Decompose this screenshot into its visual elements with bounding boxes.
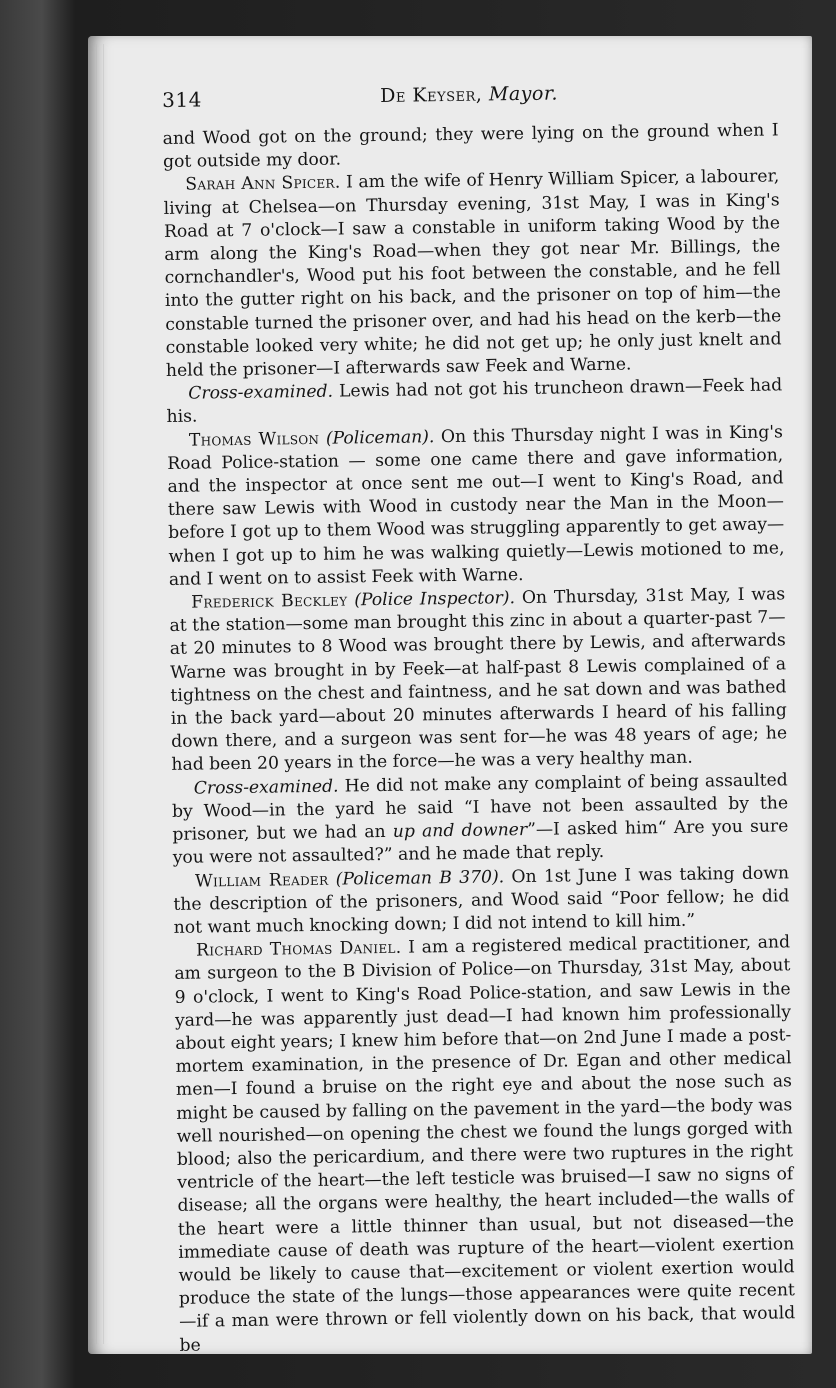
page-body	[163, 119, 796, 1357]
paragraph-text: and Wood got on the ground; they were lying on the ground when I got outside my door.	[162, 120, 779, 173]
paragraph-text: He did not make any complaint of being assaulted by Wood—in the yard he said “I have not been assaulted by the prisoner, but we had an	[171, 770, 789, 846]
witness-name: Thomas Wilson	[188, 428, 320, 451]
testimony-thomas-wilson	[167, 421, 785, 592]
italic-phrase: up and downer	[392, 820, 528, 842]
paragraph-text: On this Thursday night I was in King's Road Police-station — some one came there and gave information, and the inspector at once sent me out—I went to King's Road, and there saw Lewis with Wood in custody near the Man in the Moon—before I got up to them Wood was struggling apparently to get away—when I got up to him he was walking quietly—Lewis motioned to me, and I went on to assist Feek with Warne.	[167, 422, 785, 590]
page-number: 314	[162, 87, 203, 112]
witness-name: William Reader	[194, 869, 329, 892]
running-head-name: De Keyser,	[379, 83, 483, 107]
paragraph-text: On Thursday, 31st May, I was at the station—some man brought this zinc in about a quarter-past 7—at 20 minutes to 8 Wood was brought there by Lewis, and afterwards Warne was brought in by Feek—at half-past 8 Lewis complained of a tightness on the chest and faintness, and he sat down and was bathed in the back yard—about 20 minutes afterwards I heard of his falling down there, and a surgeon was sent for—he was 48 years of age; he had been 20 years in the force—he was a very healthy man.	[169, 584, 788, 776]
witness-role: (Policeman).	[325, 426, 435, 449]
witness-name: Sarah Ann Spicer.	[185, 172, 341, 196]
running-head-role: Mayor.	[488, 82, 559, 106]
page-edge	[96, 44, 104, 1344]
paragraph-text: ”—I asked him“ Are you sure you were not assaulted?” and he made that reply.	[172, 816, 789, 869]
testimony-frederick-beckley	[169, 583, 788, 777]
testimony-sarah-ann-spicer	[163, 166, 782, 383]
witness-name: Frederick Beckley	[191, 590, 348, 613]
testimony-william-reader	[173, 862, 790, 940]
witness-role: (Police Inspector).	[354, 588, 516, 611]
running-head	[380, 82, 558, 106]
cross-examined-label: Cross-examined.	[188, 381, 334, 404]
testimony-richard-thomas-daniel	[174, 931, 796, 1357]
paragraph-text: I am the wife of Henry William Spicer, a labourer, living at Chelsea—on Thursday evening, 31st May, I was in King's Road at 7 o'clock—I saw a constable in uniform taking Wood by the arm along the King's Road—when they got near Mr. Billings, the cornchandler's, Wood put his foot between the constable, and he fell into the gutter right on his back, and the prisoner on top of him—the constable turned the prisoner over, and had his head on the kerb—the constable looked very white; he did not get up; he only just knelt and held the prisoner—I afterwards saw Feek and Warne.	[163, 166, 782, 382]
paragraph-text: I am a registered medical practitioner, and am surgeon to the B Division of Police—on Thursday, 31st May, about 9 o'clock, I went to King's Road Police-station, and saw Lewis in the yard—he was apparently just dead—I had known him professionally about eight years; I knew him before that—on 2nd June I made a post-mortem examination, in the presence of Dr. Egan and other medical men—I found a bruise on the right eye and about the nose such as might be caused by falling on the pavement in the yard—the body was well nourished—on opening the chest we found the lungs gorged with blood; also the pericardium, and there were two ruptures in the right ventricle of the heart—the left testicle was bruised—I saw no signs of disease; all the organs were healthy, the heart included—the walls of the heart were a little thinner than usual, but not diseased—the immediate cause of death was rupture of the heart—violent exertion would be likely to cause that—excitement or violent exertion would produce the state of the lungs—those appearances were quite recent—if a man were thrown or fell violently down on his back, that would be	[174, 932, 796, 1356]
paragraph-text: On 1st June I was taking down the description of the prisoners, and Wood said “Poor fellow; he did not want much knocking down; I did not intend to kill him.”	[173, 862, 790, 938]
cross-examination-beckley	[172, 769, 789, 870]
witness-name: Richard Thomas Daniel.	[195, 937, 402, 961]
witness-role: (Policeman B 370).	[335, 866, 505, 890]
page-content	[162, 79, 796, 1357]
cross-examined-label: Cross-examined.	[193, 776, 339, 799]
paragraph-text: Lewis had not got his truncheon drawn—Feek had his.	[166, 375, 783, 428]
